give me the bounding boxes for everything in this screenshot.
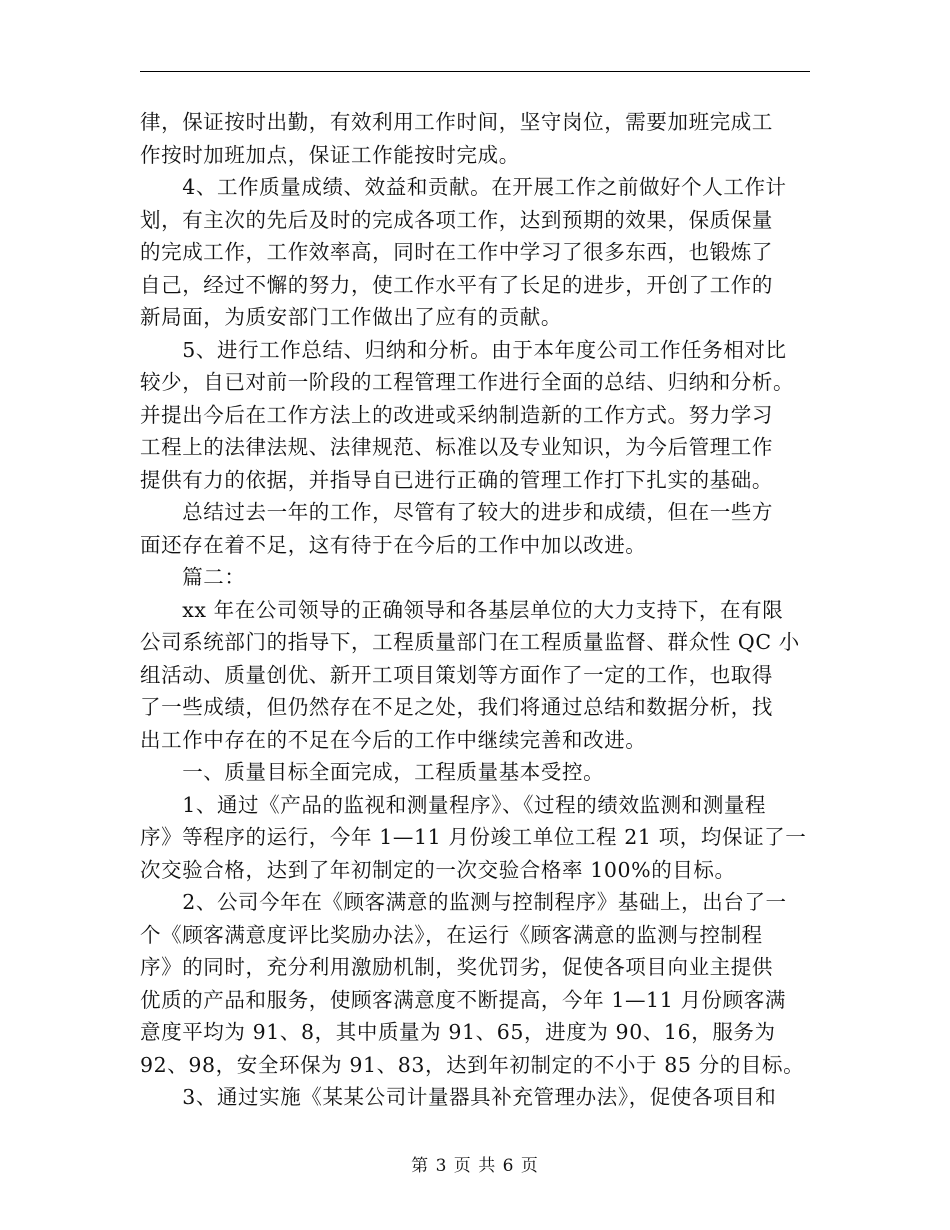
text-line: 篇二： (140, 565, 246, 589)
text-line: xx 年在公司领导的正确领导和各基层单位的大力支持下，在有限 (140, 597, 784, 622)
text-line: 2、公司今年在《顾客满意的监测与控制程序》基础上，出台了一 (140, 890, 787, 914)
text-line: 较少，自已对前一阶段的工程管理工作进行全面的总结、归纳和分析。 (140, 370, 795, 394)
text-line: 律，保证按时出勤，有效利用工作时间，坚守岗位，需要加班完成工 (140, 110, 773, 134)
text-line: 总结过去一年的工作，尽管有了较大的进步和成绩，但在一些方 (140, 500, 773, 524)
text-line: 的完成工作，工作效率高，同时在工作中学习了很多东西，也锻炼了 (140, 240, 773, 264)
text-line: 公司系统部门的指导下，工程质量部门在工程质量监督、群众性 QC 小 (140, 630, 800, 654)
text-line: 3、通过实施《某某公司计量器具补充管理办法》，促使各项目和 (140, 1085, 777, 1109)
text-line: 意度平均为 91、8，其中质量为 91、65，进度为 90、16，服务为 (140, 1020, 776, 1044)
text-line: 组活动、质量创优、新开工项目策划等方面作了一定的工作，也取得 (140, 662, 773, 687)
text-line: 一、质量目标全面完成，工程质量基本受控。 (140, 760, 605, 784)
text-line: 出工作中存在的不足在今后的工作中继续完善和改进。 (140, 727, 647, 752)
page-footer: 第 3 页 共 6 页 (411, 1156, 539, 1176)
text-line: 提供有力的依据，并指导自已进行正确的管理工作打下扎实的基础。 (140, 467, 773, 492)
header-rule (140, 71, 810, 72)
text-line: 划，有主次的先后及时的完成各项工作，达到预期的效果，保质保量 (140, 207, 773, 232)
text-line: 5、进行工作总结、归纳和分析。由于本年度公司工作任务相对比 (140, 337, 787, 362)
text-line: 次交验合格，达到了年初制定的一次交验合格率 100%的目标。 (140, 857, 736, 882)
text-line: 了一些成绩，但仍然存在不足之处，我们将通过总结和数据分析，找 (140, 695, 773, 719)
text-line: 自己，经过不懈的努力，使工作水平有了长足的进步，开创了工作的 (140, 272, 773, 297)
text-line: 序》的同时，充分利用激励机制，奖优罚劣，促使各项目向业主提供 (140, 955, 773, 979)
text-line: 1、通过《产品的监视和测量程序》、《过程的绩效监测和测量程 (140, 792, 767, 817)
document-body (140, 106, 810, 1114)
text-line: 并提出今后在工作方法上的改进或采纳制造新的工作方式。努力学习 (140, 402, 773, 427)
text-line: 面还存在着不足，这有待于在今后的工作中加以改进。 (140, 532, 647, 557)
text-line: 92、98，安全环保为 91、83，达到年初制定的不小于 85 分的目标。 (140, 1052, 805, 1077)
text-line: 作按时加班加点，保证工作能按时完成。 (140, 142, 520, 167)
text-line: 工程上的法律法规、法律规范、标准以及专业知识，为今后管理工作 (140, 435, 773, 459)
text-line: 个《顾客满意度评比奖励办法》，在运行《顾客满意的监测与控制程 (140, 922, 763, 947)
text-line: 新局面，为质安部门工作做出了应有的贡献。 (140, 305, 562, 329)
text-line: 序》等程序的运行，今年 1—11 月份竣工单位工程 21 项，均保证了一 (140, 825, 807, 849)
text-line: 4、工作质量成绩、效益和贡献。在开展工作之前做好个人工作计 (140, 175, 787, 199)
text-line: 优质的产品和服务，使顾客满意度不断提高，今年 1—11 月份顾客满 (140, 987, 786, 1012)
